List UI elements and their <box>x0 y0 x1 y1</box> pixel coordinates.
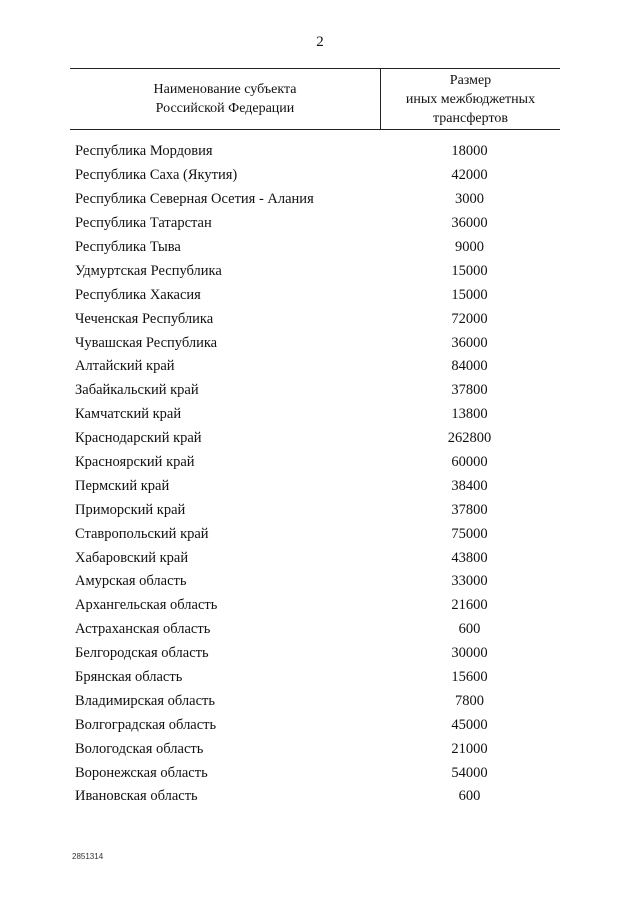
subject-name: Чувашская Республика <box>75 334 218 351</box>
transfer-value: 84000 <box>451 358 488 375</box>
table-row <box>70 451 560 475</box>
table-row <box>70 666 560 690</box>
document-code: 2851314 <box>72 852 104 861</box>
subject-name: Республика Тыва <box>75 239 181 255</box>
table-row <box>70 546 560 570</box>
subject-name: Красноярский край <box>75 454 195 471</box>
subject-name: Воронежская область <box>75 764 208 781</box>
table-row <box>70 236 560 260</box>
transfer-value: 54000 <box>451 764 488 781</box>
subject-name: Архангельская область <box>75 597 218 614</box>
transfer-value: 60000 <box>451 454 488 471</box>
transfer-value: 38400 <box>451 477 488 494</box>
transfer-value: 7800 <box>455 692 484 709</box>
transfer-value: 21600 <box>451 597 488 614</box>
transfer-value: 18000 <box>451 143 488 160</box>
table-header <box>70 68 560 130</box>
transfer-value: 600 <box>458 788 481 805</box>
transfer-value: 72000 <box>451 310 488 327</box>
table-row <box>70 498 560 522</box>
subject-name: Республика Северная Осетия - Алания <box>75 191 314 208</box>
table-row <box>70 761 560 785</box>
transfer-value: 37800 <box>451 382 488 399</box>
subject-name: Ставропольский край <box>75 525 209 542</box>
table-row <box>70 355 560 379</box>
transfer-value: 600 <box>458 621 481 638</box>
subject-name: Хабаровский край <box>75 549 189 566</box>
table-row <box>70 618 560 642</box>
subject-name: Белгородская область <box>75 645 209 662</box>
table-row <box>70 713 560 737</box>
transfer-value: 36000 <box>451 215 488 232</box>
subject-name: Брянская область <box>75 669 183 686</box>
table-row <box>70 785 560 809</box>
subject-name: Владимирская область <box>75 692 215 709</box>
table-row <box>70 212 560 236</box>
header-transfer-size <box>381 69 560 129</box>
subject-name: Республика Мордовия <box>75 143 213 160</box>
subject-name: Чеченская Республика <box>75 310 214 327</box>
transfer-value: 3000 <box>455 191 484 208</box>
subject-name: Удмуртская Республика <box>75 262 222 279</box>
table-row <box>70 259 560 283</box>
table-row <box>70 307 560 331</box>
table-row <box>70 427 560 451</box>
subject-name: Астраханская область <box>75 621 211 638</box>
table-row <box>70 403 560 427</box>
subject-name: Забайкальский край <box>75 382 199 399</box>
page-number: 2 <box>316 34 324 50</box>
subject-name: Камчатский край <box>75 406 182 423</box>
transfer-value: 15000 <box>451 262 488 279</box>
transfer-value: 45000 <box>451 716 488 733</box>
subject-name: Волгоградская область <box>75 716 217 733</box>
subject-name: Республика Хакасия <box>75 286 201 303</box>
table-row <box>70 164 560 188</box>
subject-name: Амурская область <box>75 573 187 590</box>
transfer-value: 15000 <box>451 286 488 303</box>
table-row <box>70 689 560 713</box>
table-row <box>70 642 560 666</box>
table-row <box>70 474 560 498</box>
table-row <box>70 570 560 594</box>
subject-name: Вологодская область <box>75 740 204 757</box>
transfer-value: 13800 <box>451 406 488 423</box>
header-subject-name <box>70 69 381 129</box>
header-subject-name-text: Наименование субъекта Российской Федерации <box>153 82 297 116</box>
transfer-value: 33000 <box>451 573 488 590</box>
transfer-value: 21000 <box>451 740 488 757</box>
table-row <box>70 594 560 618</box>
table-row <box>70 283 560 307</box>
transfer-value: 42000 <box>451 167 488 184</box>
transfers-table <box>70 68 560 809</box>
table-row <box>70 140 560 164</box>
transfer-value: 75000 <box>451 525 488 542</box>
subject-name: Приморский край <box>75 501 186 518</box>
subject-name: Республика Татарстан <box>75 215 212 232</box>
table-row <box>70 379 560 403</box>
subject-name: Ивановская область <box>75 788 198 805</box>
subject-name: Пермский край <box>75 477 170 494</box>
transfer-value: 36000 <box>451 334 488 351</box>
transfer-value: 30000 <box>451 645 488 662</box>
table-row <box>70 188 560 212</box>
subject-name: Республика Саха (Якутия) <box>75 167 238 184</box>
transfer-value: 15600 <box>451 669 488 686</box>
table-row <box>70 331 560 355</box>
table-row <box>70 737 560 761</box>
table-body <box>70 140 560 809</box>
header-transfer-size-text: Размер иных межбюджетных трансфертов <box>405 72 536 126</box>
transfer-value: 262800 <box>447 430 492 447</box>
transfer-value: 9000 <box>455 239 484 255</box>
subject-name: Алтайский край <box>75 358 175 375</box>
subject-name: Краснодарский край <box>75 430 202 447</box>
transfer-value: 43800 <box>451 549 488 566</box>
transfer-value: 37800 <box>451 501 488 518</box>
table-row <box>70 522 560 546</box>
